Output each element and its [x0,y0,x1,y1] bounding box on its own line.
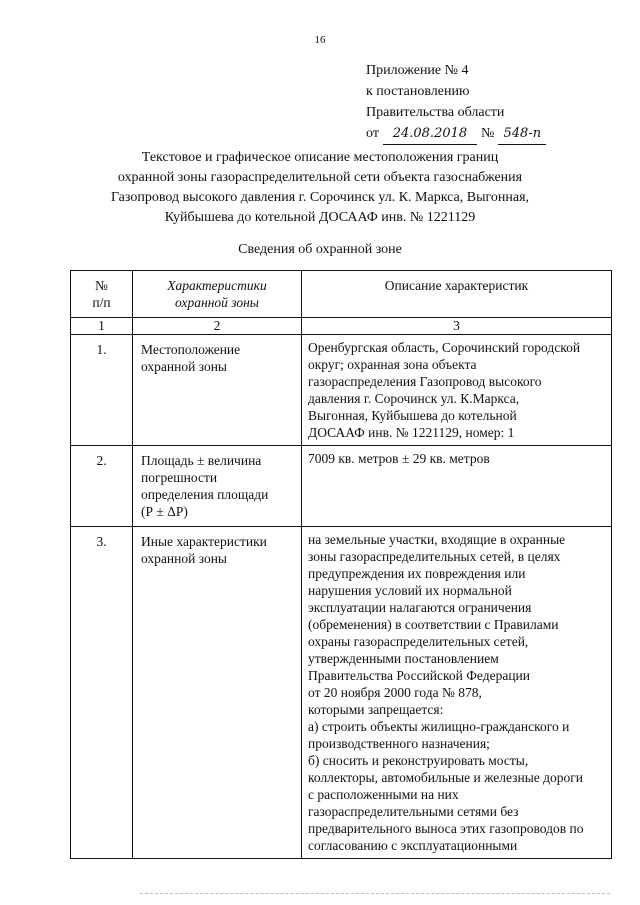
text-line: определения площади [141,487,269,502]
text-line: охраны газораспределительных сетей, [308,634,529,649]
appendix-from-prefix: от [366,126,379,141]
text-line: нарушения условий их нормальной [308,583,512,598]
appendix-date-line [366,123,546,145]
column-number-3: 3 [302,318,612,335]
text-line: газораспределительными сетями без [308,804,519,819]
page-number: 16 [314,34,326,46]
header-characteristic [133,271,302,318]
title-line-4: Куйбышева до котельной ДОСААФ инв. № 1221129 [164,210,476,225]
text-line: давления г. Сорочинск ул. К.Маркса, [308,391,520,406]
header-description: Описание характеристик [302,271,612,318]
table-header-row [71,271,612,318]
row-description [302,446,612,527]
text-line: предварительного выноса этих газопроводов по [308,821,584,836]
appendix-line-2: к постановлению [366,84,470,99]
table-row [71,335,612,446]
row-characteristic [133,335,302,446]
header-number-line-2: п/п [92,295,111,310]
text-line: ДОСААФ инв. № 1221129, номер: 1 [308,425,515,440]
text-line: с расположенными на них [308,787,459,802]
number-sign: № [480,126,495,141]
row-characteristic [133,527,302,859]
title-line-2: охранной зоны газораспределительной сети объекта газоснабжения [117,170,523,185]
header-characteristic-line-1: Характеристики [167,278,267,293]
row-description [302,527,612,859]
row-characteristic [133,446,302,527]
text-line: округ; охранная зона объекта [308,357,477,372]
text-line: согласованию с эксплуатационными [308,838,518,853]
header-characteristic-line-2: охранной зоны [175,295,259,310]
document-title [60,148,580,228]
column-number-1: 1 [71,318,133,335]
text-line: а) строить объекты жилищно-гражданского и [308,719,570,734]
protection-zone-table [70,270,612,859]
row-number: 1. [71,335,133,446]
text-line: которыми запрещается: [308,702,444,717]
text-line: производственного назначения; [308,736,490,751]
appendix-line-1: Приложение № 4 [366,63,469,78]
text-line: охранной зоны [141,359,228,374]
text-line: коллекторы, автомобильные и железные дороги [308,770,584,785]
row-description [302,335,612,446]
column-number-2: 2 [133,318,302,335]
text-line: Площадь ± величина [141,453,262,468]
text-line: б) сносить и реконструировать мосты, [308,753,529,768]
text-line: Местоположение [141,342,241,357]
scan-bottom-edge [140,893,610,900]
text-line: Оренбургская область, Сорочинский городской [308,340,581,355]
title-line-1: Текстовое и графическое описание местоположения границ [141,150,499,165]
table-row [71,446,612,527]
text-line: охранной зоны [141,551,228,566]
text-line: эксплуатации налагаются ограничения [308,600,532,615]
column-number-row [71,318,612,335]
text-line: Иные характеристики [141,534,267,549]
header-number-line-1: № [95,278,108,293]
text-line: Правительства Российской Федерации [308,668,530,683]
text-line: от 20 ноября 2000 года № 878, [308,685,482,700]
text-line: (Р ± ΔР) [141,504,188,519]
row-number: 3. [71,527,133,859]
row-number: 2. [71,446,133,527]
handwritten-date: 24.08.2018 [383,123,477,145]
text-line: утвержденными постановлением [308,651,499,666]
text-line: Выгонная, Куйбышева до котельной [308,408,517,423]
appendix-block [366,60,546,145]
text-line: газораспределения Газопровод высокого [308,374,542,389]
text-line: предупреждения их повреждения или [308,566,526,581]
title-line-3: Газопровод высокого давления г. Сорочинск ул. К. Маркса, Выгонная, [110,190,530,205]
section-title: Сведения об охранной зоне [238,242,402,257]
appendix-line-3: Правительства области [366,105,505,120]
table-row [71,527,612,859]
handwritten-number: 548-п [498,123,546,145]
text-line: погрешности [141,470,218,485]
text-line: зоны газораспределительных сетей, в целях [308,549,561,564]
text-line: 7009 кв. метров ± 29 кв. метров [308,451,490,466]
text-line: на земельные участки, входящие в охранные [308,532,566,547]
header-number [71,271,133,318]
text-line: (обременения) в соответствии с Правилами [308,617,559,632]
